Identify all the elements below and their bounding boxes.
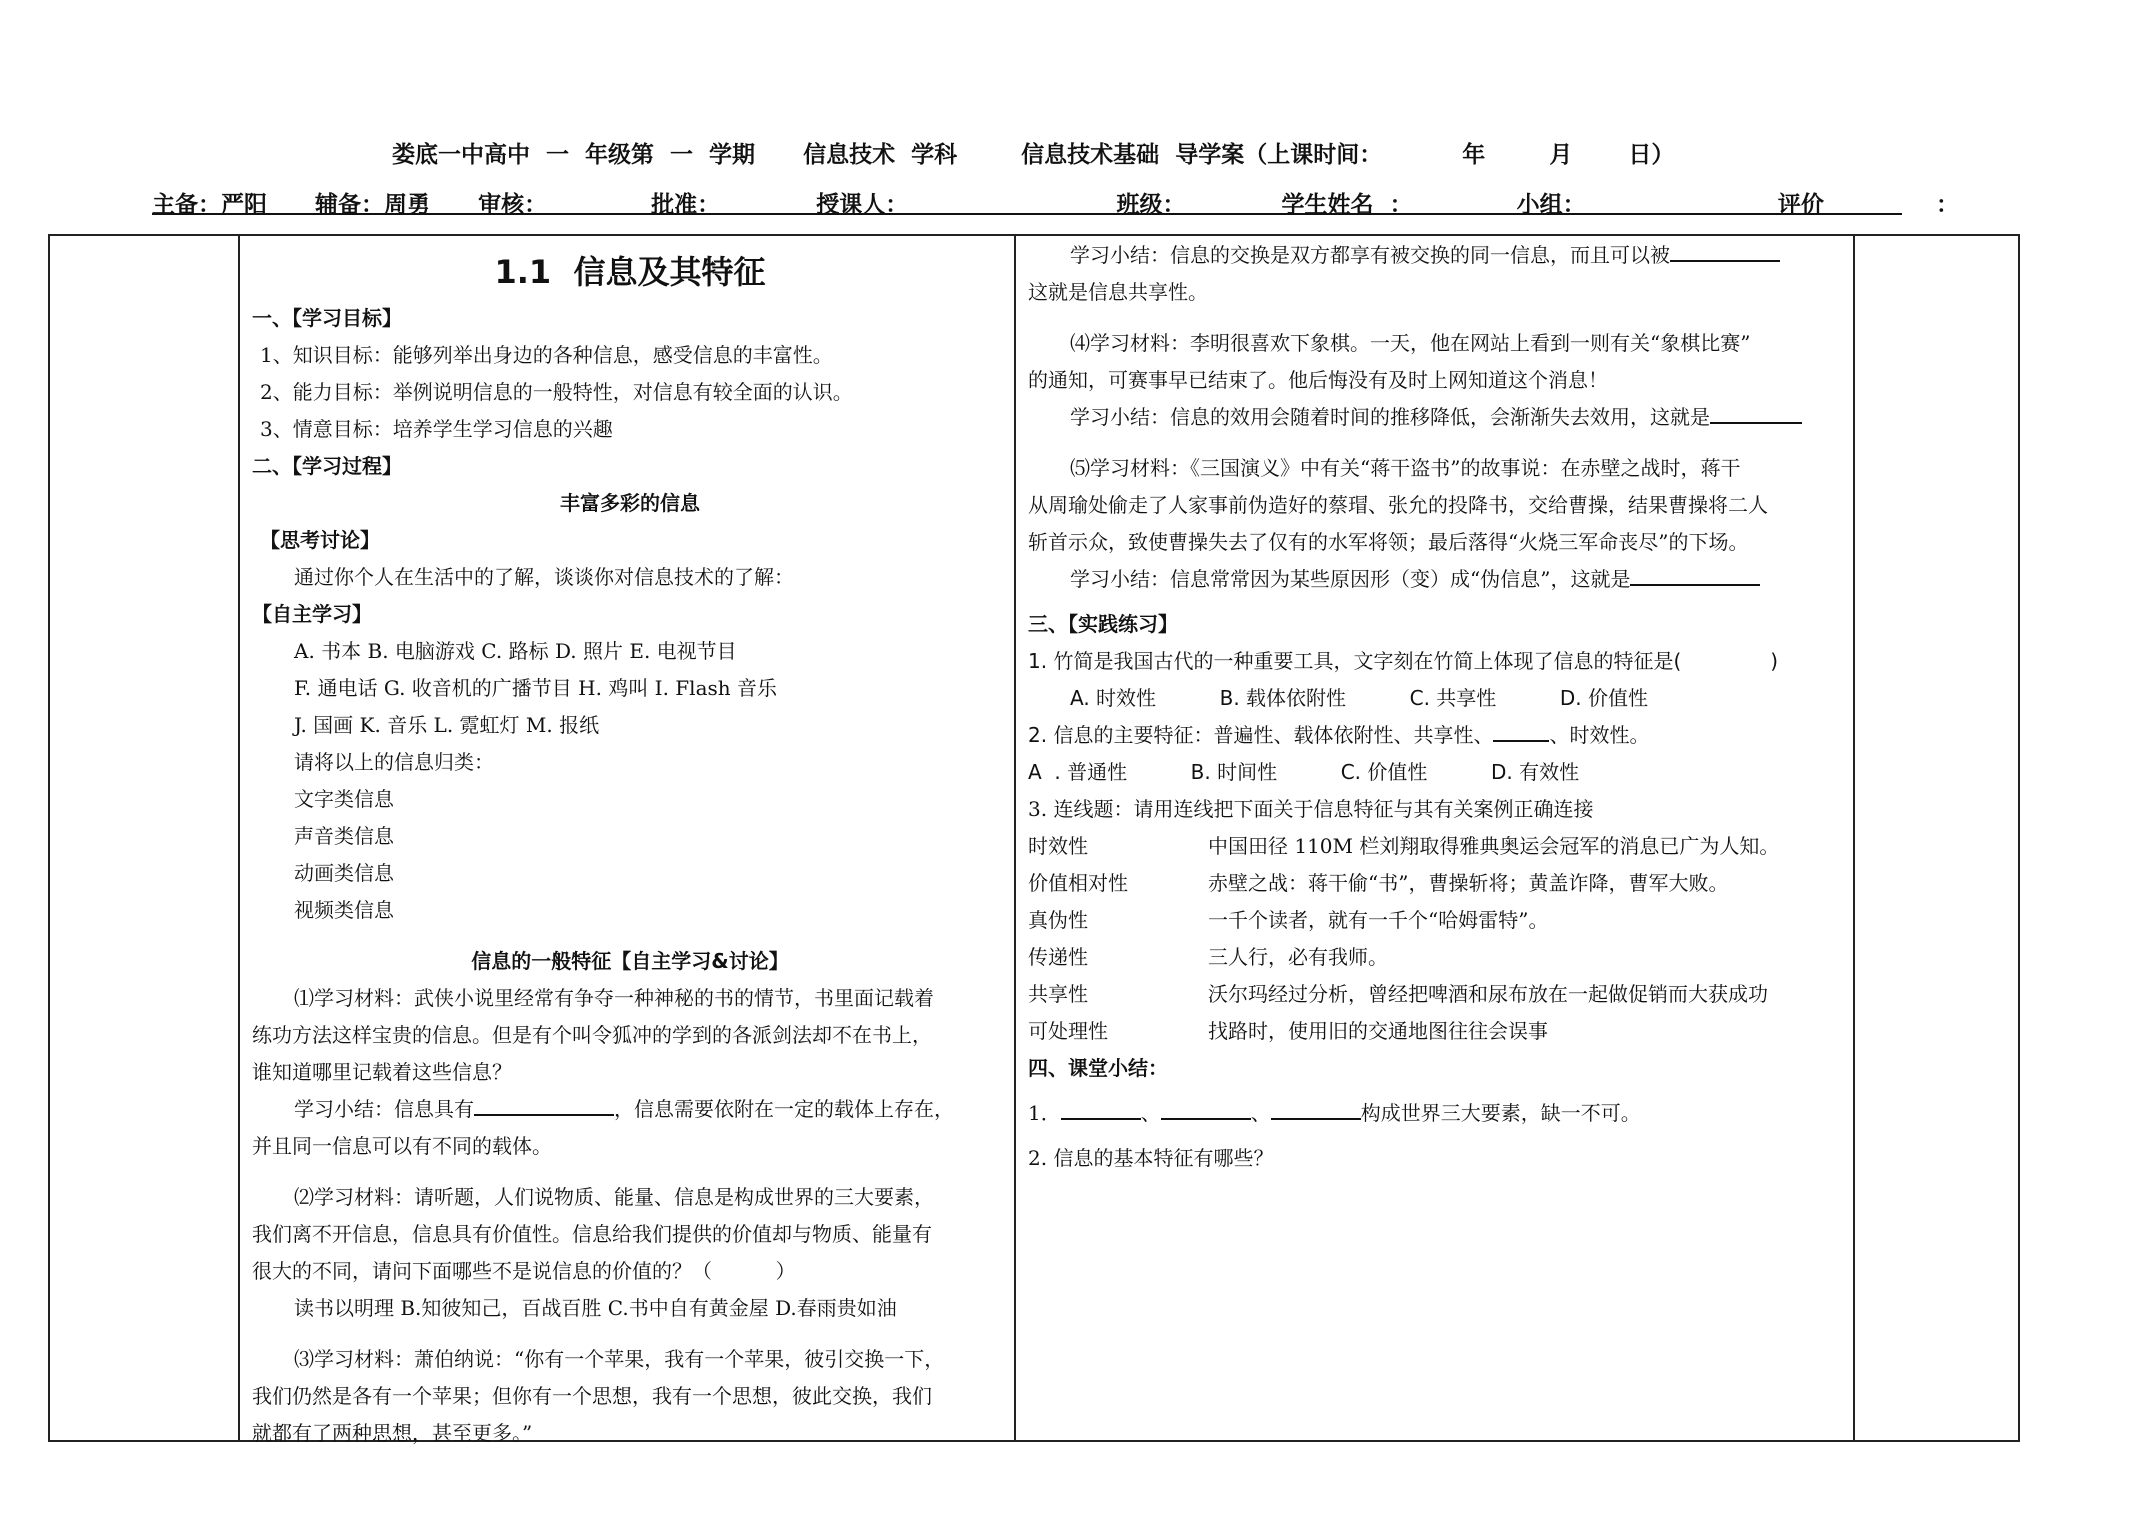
meta-underline	[152, 213, 1902, 215]
section-objectives: 一、【学习目标】	[252, 306, 402, 330]
objective-1: 1、知识目标：能够列举出身边的各种信息，感受信息的丰富性。	[260, 343, 833, 367]
feature-label: 共享性	[1028, 982, 1088, 1006]
summary-4	[1028, 399, 1848, 436]
summary-question-2: 2. 信息的基本特征有哪些？	[1028, 1146, 1274, 1170]
meta-line: 主备：严阳 辅备：周勇 审核： 批准： 授课人： 班级： 学生姓名 ： 小组： 评价 ：	[152, 192, 1959, 218]
list-item	[1028, 865, 1848, 902]
table-divider-2	[1014, 234, 1016, 1442]
summary-1-line-1	[252, 1091, 1008, 1128]
material-4-line-1: ⑷学习材料：李明很喜欢下象棋。一天，他在网站上看到一则有关“象棋比赛”	[1070, 331, 1751, 355]
summary-1-rest: ，信息需要依附在一定的载体上存在，	[614, 1097, 954, 1121]
list-item	[1028, 976, 1848, 1013]
subheading-general-features: 信息的一般特征【自主学习&讨论】	[471, 949, 789, 973]
summary-1-line-2: 并且同一信息可以有不同的载体。	[252, 1134, 552, 1158]
answer-blank[interactable]	[1630, 566, 1760, 586]
answer-blank[interactable]	[474, 1096, 614, 1116]
lesson-title: 1.1 信息及其特征	[494, 253, 766, 291]
item-number: 1．	[1028, 1101, 1061, 1125]
classify-prompt: 请将以上的信息归类：	[294, 750, 494, 774]
answer-blank[interactable]	[1271, 1100, 1361, 1120]
question-1: 1. 竹简是我国古代的一种重要工具，文字刻在竹简上体现了信息的特征是( )	[1028, 649, 1779, 673]
feature-label: 价值相对性	[1028, 871, 1128, 895]
answer-blank[interactable]	[1161, 1100, 1251, 1120]
summary-question-1-rest: 构成世界三大要素，缺一不可。	[1360, 1101, 1641, 1125]
material-1-line-2: 练功方法这样宝贵的信息。但是有个叫令狐冲的学到的各派剑法却不在书上，	[252, 1023, 932, 1047]
material-1-line-1: ⑴学习材料：武侠小说里经常有争夺一种神秘的书的情节，书里面记载着	[294, 986, 934, 1010]
answer-blank[interactable]	[1061, 1100, 1141, 1120]
matching-list	[1028, 828, 1848, 1050]
material-2-line-3: 很大的不同，请问下面哪些不是说信息的价值的？（ ）	[252, 1259, 796, 1283]
summary-3-label: 学习小结：信息的交换是双方都享有被交换的同一信息，而且可以被	[1070, 243, 1670, 267]
list-item	[1028, 902, 1848, 939]
section-practice: 三、【实践练习】	[1028, 612, 1178, 636]
material-2-options: 读书以明理 B.知彼知己，百战百胜 C.书中自有黄金屋 D.春雨贵如油	[294, 1296, 897, 1320]
question-2	[1028, 717, 1848, 754]
case-text: 赤壁之战：蒋干偷“书”，曹操斩将；黄盖诈降，曹军大败。	[1208, 871, 1729, 895]
section-summary: 四、课堂小结：	[1028, 1056, 1168, 1080]
summary-5	[1028, 561, 1848, 598]
answer-blank[interactable]	[1493, 722, 1549, 742]
case-text: 三人行，必有我师。	[1208, 945, 1388, 969]
case-text: 一千个读者，就有一千个“哈姆雷特”。	[1208, 908, 1549, 932]
objective-3: 3、情意目标：培养学生学习信息的兴趣	[260, 417, 613, 441]
right-column	[1028, 237, 1848, 1177]
category-text: 文字类信息	[294, 787, 394, 811]
question-3: 3. 连线题：请用连线把下面关于信息特征与其有关案例正确连接	[1028, 797, 1594, 821]
material-3-line-1: ⑶学习材料：萧伯纳说：“你有一个苹果，我有一个苹果，彼引交换一下，	[294, 1347, 945, 1371]
think-question: 通过你个人在生活中的了解，谈谈你对信息技术的了解：	[294, 565, 794, 589]
subheading-rich-info: 丰富多彩的信息	[560, 491, 700, 515]
category-video: 视频类信息	[294, 898, 394, 922]
question-2-rest: 、时效性。	[1549, 723, 1650, 747]
summary-3-line-2: 这就是信息共享性。	[1028, 280, 1208, 304]
table-divider-1	[238, 234, 240, 1442]
page-title: 娄底一中高中 一 年级第 一 学期 信息技术 学科 信息技术基础 导学案（上课时间： 年 月 日）	[392, 142, 1675, 168]
answer-blank[interactable]	[1710, 404, 1802, 424]
case-text: 找路时，使用旧的交通地图往往会误事	[1208, 1019, 1548, 1043]
category-animation: 动画类信息	[294, 861, 394, 885]
material-5-line-1: ⑸学习材料：《三国演义》中有关“蒋干盗书”的故事说：在赤壁之战时，蒋干	[1070, 456, 1741, 480]
case-text: 中国田径 110M 栏刘翔取得雅典奥运会冠军的消息已广为人知。	[1208, 834, 1780, 858]
summary-4-label: 学习小结：信息的效用会随着时间的推移降低，会渐渐失去效用，这就是	[1070, 405, 1710, 429]
summary-3-line-1	[1028, 237, 1848, 274]
separator: 、	[1250, 1101, 1271, 1125]
list-item	[1028, 939, 1848, 976]
option-list-2: F. 通电话 G. 收音机的广播节目 H. 鸡叫 I. Flash 音乐	[294, 676, 777, 700]
summary-5-label: 学习小结：信息常常因为某些原因形（变）成“伪信息”，这就是	[1070, 567, 1631, 591]
material-3-line-3: 就都有了两种思想，甚至更多。”	[252, 1421, 533, 1445]
material-4-line-2: 的通知，可赛事早已结束了。他后悔没有及时上网知道这个消息！	[1028, 368, 1608, 392]
feature-label: 真伪性	[1028, 908, 1088, 932]
list-item	[1028, 828, 1848, 865]
material-3-line-2: 我们仍然是各有一个苹果；但你有一个思想，我有一个思想，彼此交换，我们	[252, 1384, 932, 1408]
category-sound: 声音类信息	[294, 824, 394, 848]
material-1-line-3: 谁知道哪里记载着这些信息？	[252, 1060, 512, 1084]
material-2-line-1: ⑵学习材料：请听题，人们说物质、能量、信息是构成世界的三大要素，	[294, 1185, 934, 1209]
material-5-line-3: 斩首示众，致使曹操失去了仅有的水军将领；最后落得“火烧三军命丧尽”的下场。	[1028, 530, 1749, 554]
feature-label: 传递性	[1028, 945, 1088, 969]
option-list-3: J. 国画 K. 音乐 L. 霓虹灯 M. 报纸	[294, 713, 600, 737]
objective-2: 2、能力目标：举例说明信息的一般特性，对信息有较全面的认识。	[260, 380, 853, 404]
option-list-1: A. 书本 B. 电脑游戏 C. 路标 D. 照片 E. 电视节目	[294, 639, 737, 663]
section-process: 二、【学习过程】	[252, 454, 402, 478]
material-2-line-2: 我们离不开信息，信息具有价值性。信息给我们提供的价值却与物质、能量有	[252, 1222, 932, 1246]
list-item	[1028, 1013, 1848, 1050]
case-text: 沃尔玛经过分析，曾经把啤酒和尿布放在一起做促销而大获成功	[1208, 982, 1768, 1006]
think-heading: 【思考讨论】	[260, 528, 380, 552]
question-1-options: A. 时效性 B. 载体依附性 C. 共享性 D. 价值性	[1070, 686, 1648, 710]
material-5-line-2: 从周瑜处偷走了人家事前伪造好的蔡瑁、张允的投降书，交给曹操，结果曹操将二人	[1028, 493, 1768, 517]
self-study-heading: 【自主学习】	[252, 602, 372, 626]
summary-1-label: 学习小结：信息具有	[294, 1097, 474, 1121]
feature-label: 可处理性	[1028, 1019, 1108, 1043]
table-divider-3	[1853, 234, 1855, 1442]
left-column	[252, 244, 1008, 1452]
feature-label: 时效性	[1028, 834, 1088, 858]
separator: 、	[1140, 1101, 1161, 1125]
answer-blank[interactable]	[1670, 242, 1780, 262]
question-2-text: 2. 信息的主要特征：普遍性、载体依附性、共享性、	[1028, 723, 1494, 747]
question-2-options: A . 普通性 B. 时间性 C. 价值性 D. 有效性	[1028, 760, 1580, 784]
summary-question-1	[1028, 1095, 1848, 1132]
